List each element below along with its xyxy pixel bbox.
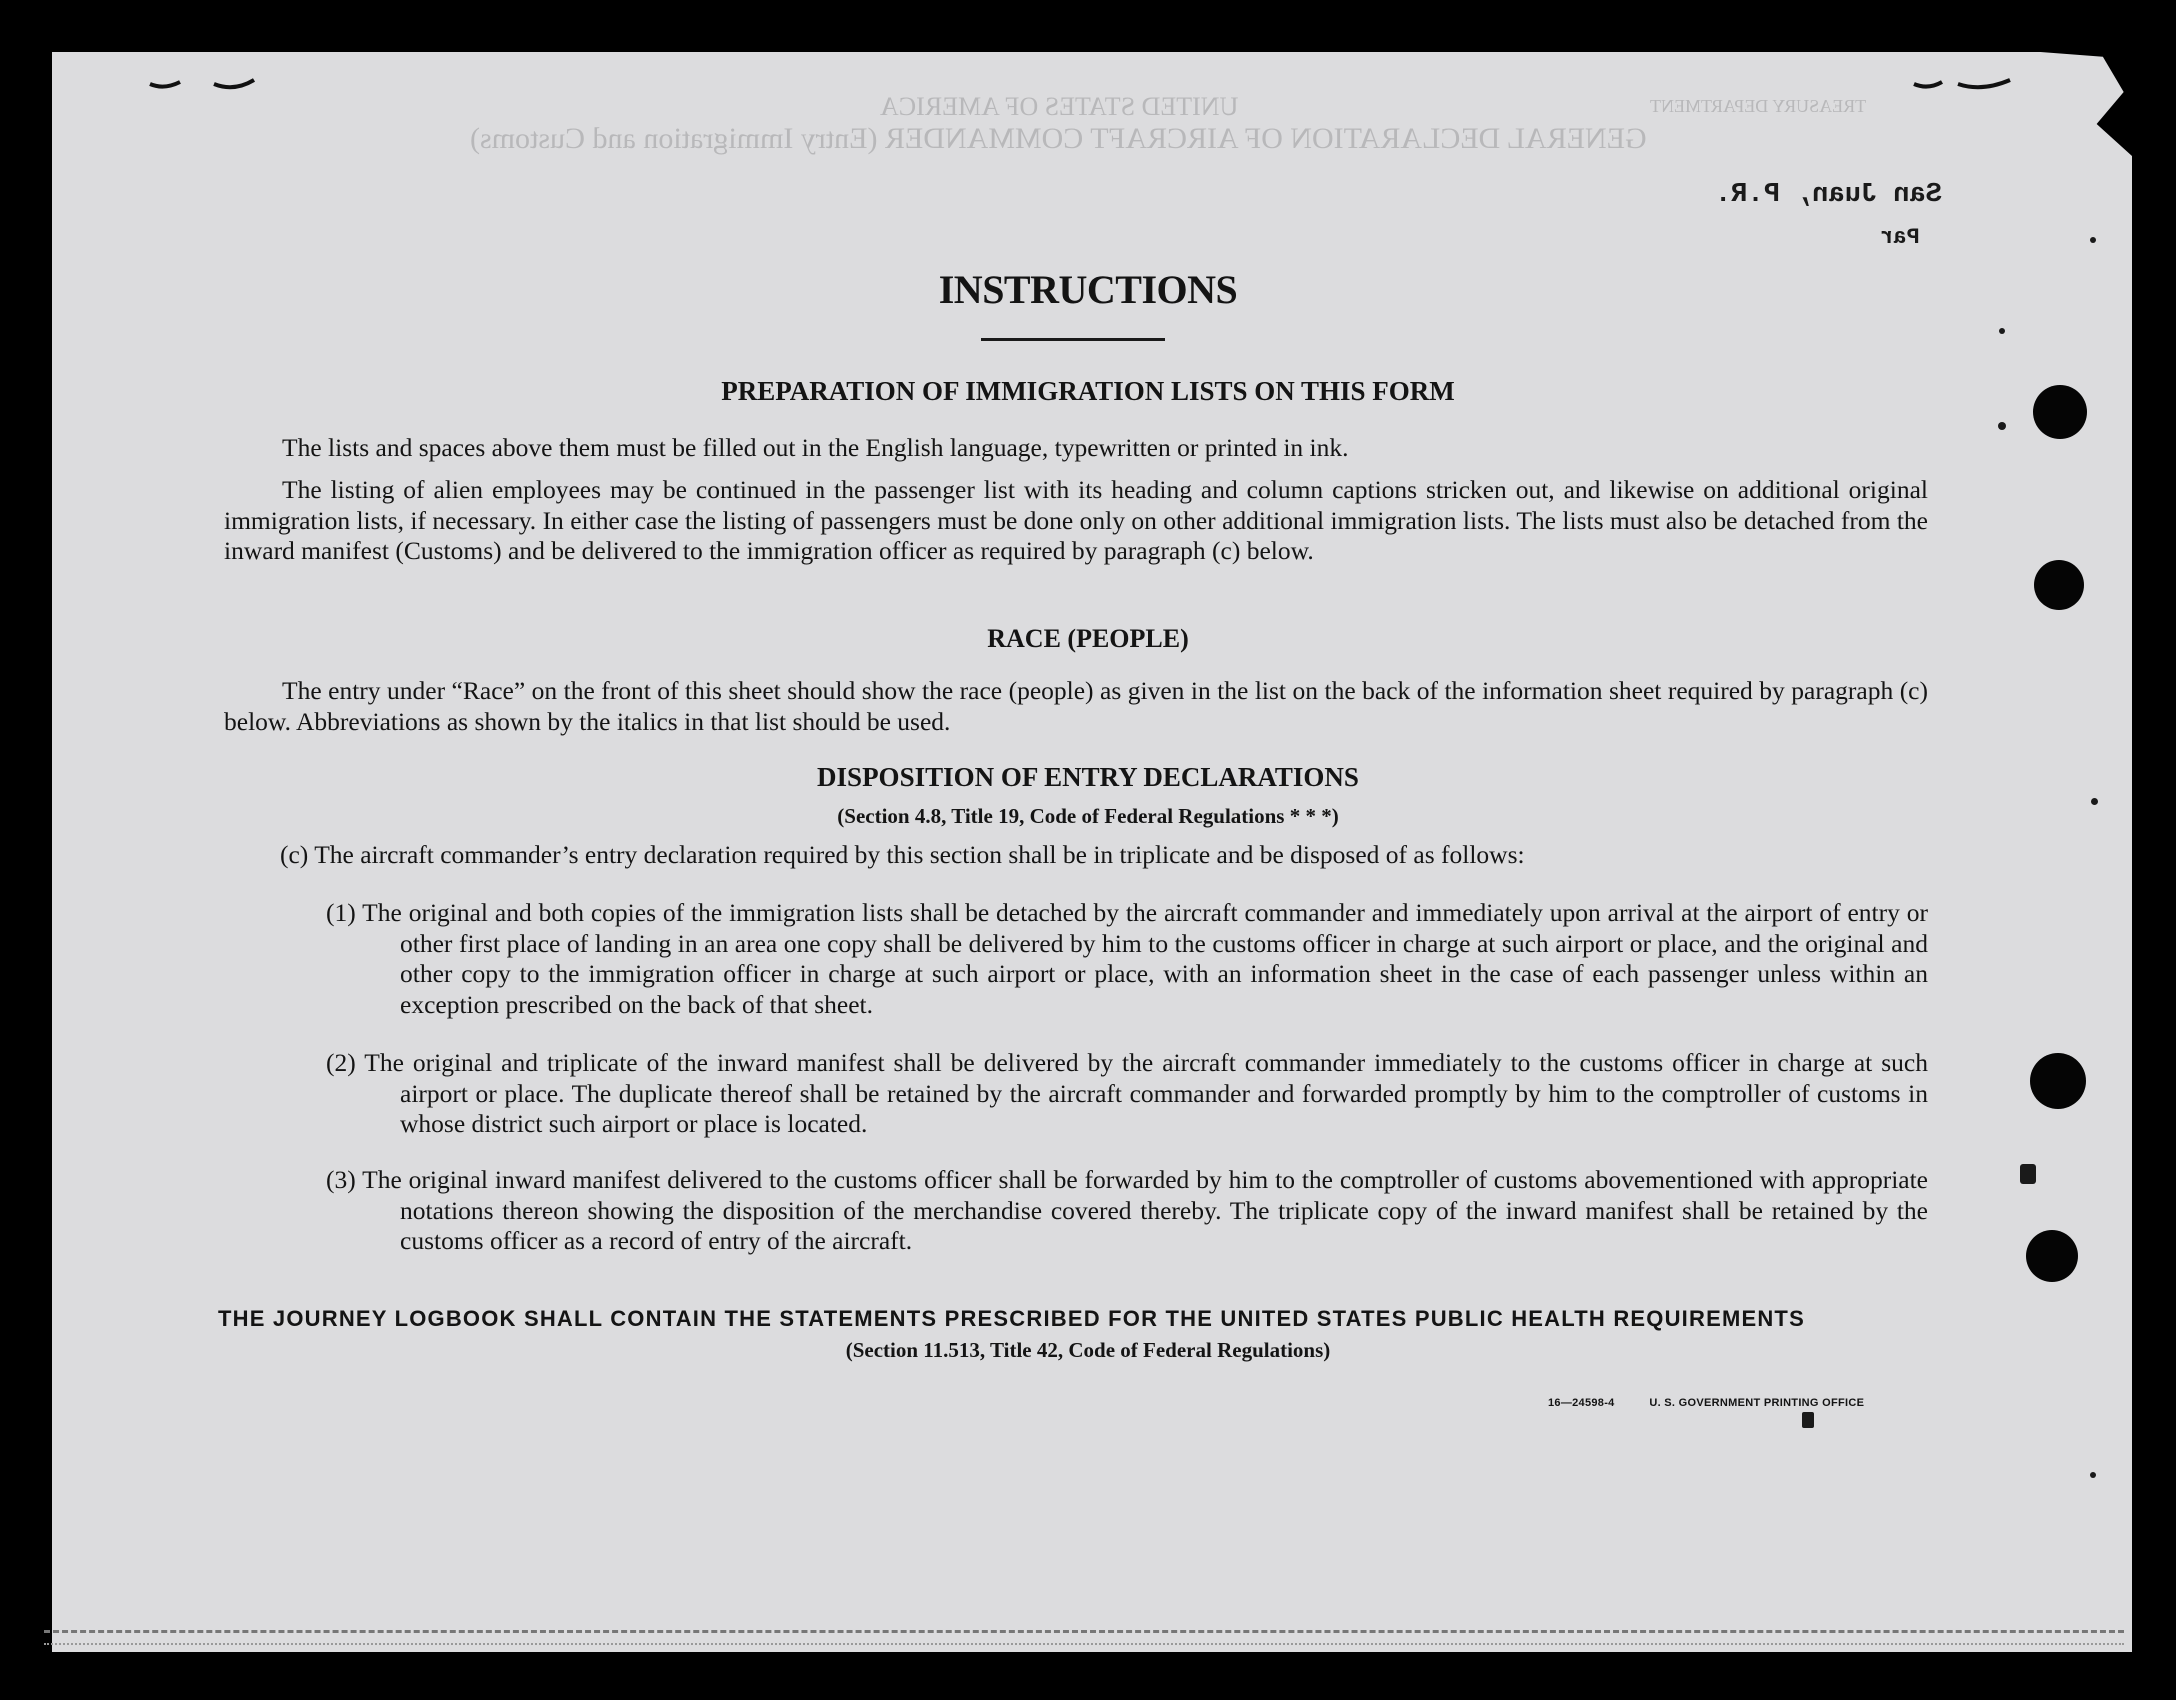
handwritten-mark [144,74,294,94]
show-through-text: TREASURY DEPARTMENT [1650,96,1867,116]
speck [2090,237,2096,243]
disposition-item-1: (1) The original and both copies of the immigration lists shall be detached by the aircraft commander and immediately upon arrival at the airport of entry or other first place of landing in an area one copy shall be delivered by him to the customs officer in charge at such airport or place, and the original and other copy to the immigration officer in charge at such airport or place, with an information sheet in the case of each passenger unless within an exception prescribed on the back of that sheet. [326,898,1928,1019]
race-heading: RACE (PEOPLE) [987,624,1189,653]
speck [2020,1164,2036,1184]
title-underline [981,338,1165,341]
speck [1802,1412,1814,1428]
punch-hole [2033,385,2087,439]
disposition-item-3: (3) The original inward manifest delivered to the customs officer shall be forwarded by him to the comptroller of customs abovementioned with appropriate notations thereon showing the disposition of the merchandise covered thereby. The triplicate copy of the inward manifest shall be retained by the customs officer as a record of entry of the aircraft. [326,1165,1928,1255]
preparation-paragraph-2: The listing of alien employees may be continued in the passenger list with its heading and column captions stricken out, and likewise on additional original immigration lists, if necessary. In either case the listing of passengers must be done only on other additional immigration lists. The lists must also be detached from the inward manifest (Customs) and be delivered to the immigration officer as required by paragraph (c) below. [224,475,1928,565]
mirrored-stamp-fragment: Par [1880,225,1920,250]
punch-hole [2034,560,2084,610]
disposition-citation: (Section 4.8, Title 19, Code of Federal Regulations * * *) [837,804,1339,828]
clause-c: (c) The aircraft commander’s entry declaration required by this section shall be in triplicate and be disposed of as follows: [280,840,1525,869]
speck [2090,1472,2096,1478]
preparation-paragraph-1: The lists and spaces above them must be filled out in the English language, typewritten or printed in ink. [282,433,1349,462]
race-paragraph: The entry under “Race” on the front of this sheet should show the race (people) as given in the list on the back of the information sheet required by paragraph (c) below. Abbreviations as shown by the italics in that list should be used. [224,676,1928,736]
punch-hole [2026,1230,2078,1282]
speck [1998,422,2006,430]
punch-hole [2030,1053,2086,1109]
speck [1999,328,2005,334]
printing-office: U. S. GOVERNMENT PRINTING OFFICE [1649,1397,1865,1409]
disposition-heading: DISPOSITION OF ENTRY DECLARATIONS [817,762,1359,792]
speck [2091,798,2098,805]
form-number: 16—24598-4 [1548,1397,1615,1409]
perforated-edge [44,1630,2124,1645]
mirrored-location-stamp: San Juan, P.R. [1715,180,1942,210]
preparation-heading: PREPARATION OF IMMIGRATION LISTS ON THIS FORM [721,376,1455,406]
show-through-text: GENERAL DECLARATION OF AIRCRAFT COMMANDER (Entry Immigration and Customs) [470,122,1647,155]
disposition-item-2: (2) The original and triplicate of the inward manifest shall be delivered by the aircraft commander immediately to the customs officer in charge at such airport or place. The duplicate thereof shall be retained by the aircraft commander and forwarded promptly by him to the comptroller of customs in whose district such airport or place is located. [326,1048,1928,1138]
show-through-text: UNITED STATES OF AMERICA [880,92,1239,121]
public-health-citation: (Section 11.513, Title 42, Code of Federal Regulations) [845,1338,1331,1362]
printer-imprint [1548,1397,1864,1409]
handwritten-mark [1910,72,2020,94]
page-title: INSTRUCTIONS [938,267,1238,312]
public-health-statement: THE JOURNEY LOGBOOK SHALL CONTAIN THE STATEMENTS PRESCRIBED FOR THE UNITED STATES PUBLIC HEALTH REQUIREMENTS [218,1306,1805,1331]
